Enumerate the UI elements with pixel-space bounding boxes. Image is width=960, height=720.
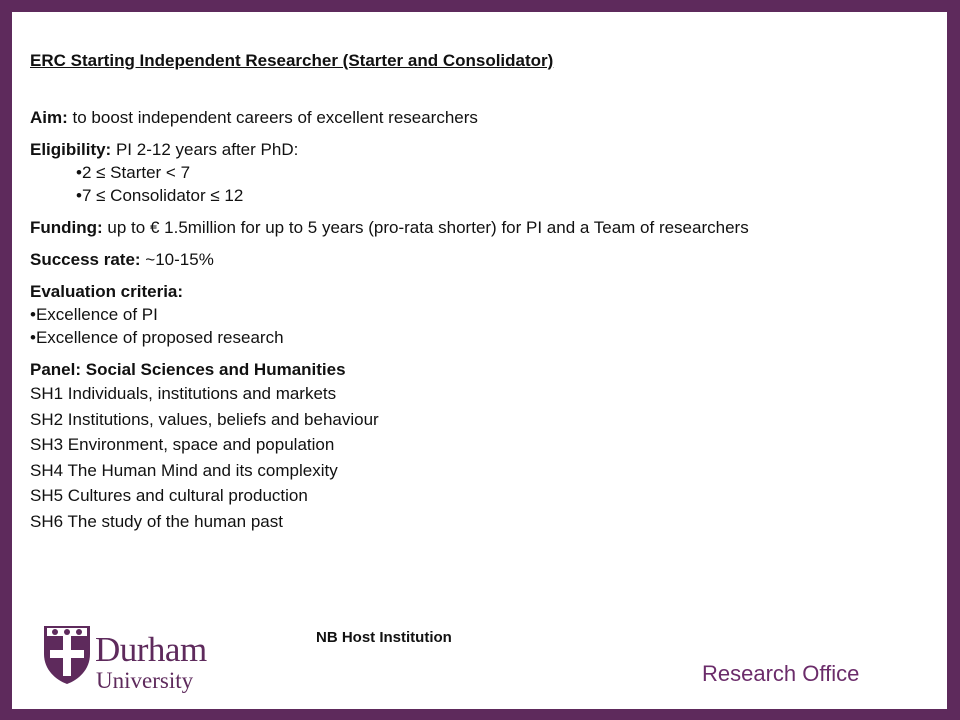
aim-text: to boost independent careers of excellent researchers xyxy=(67,108,478,127)
aim-line xyxy=(30,106,930,129)
panel-label: Panel: Social Sciences and Humanities xyxy=(30,360,346,379)
nb-host-institution: NB Host Institution xyxy=(316,629,452,646)
research-office-label: Research Office xyxy=(702,661,860,686)
success-rate-line xyxy=(30,248,930,271)
panel-item-sh1: SH1 Individuals, institutions and markets xyxy=(30,384,337,403)
panel-item-sh3: SH3 Environment, space and population xyxy=(30,435,335,454)
evaluation-label: Evaluation criteria: xyxy=(30,282,184,301)
panel-item-sh5: SH5 Cultures and cultural production xyxy=(30,486,308,505)
slide-content xyxy=(30,50,930,534)
funding-line xyxy=(30,216,930,239)
funding-text: up to € 1.5million for up to 5 years (pro-rata shorter) for PI and a Team of researchers xyxy=(102,218,749,237)
panel-item-sh2: SH2 Institutions, values, beliefs and behaviour xyxy=(30,409,379,429)
eligibility-line xyxy=(30,138,930,161)
durham-crest-icon xyxy=(42,624,92,686)
durham-university-logo xyxy=(42,618,232,698)
aim-label: Aim: xyxy=(30,108,68,127)
eligibility-item-starter: •2 ≤ Starter < 7 xyxy=(76,163,191,182)
logo-name: Durham xyxy=(95,630,207,669)
eligibility-label: Eligibility: xyxy=(30,140,112,159)
eligibility-item-consolidator: •7 ≤ Consolidator ≤ 12 xyxy=(76,186,244,205)
eligibility-text: PI 2-12 years after PhD: xyxy=(111,140,299,159)
logo-university: University xyxy=(96,668,194,693)
evaluation-item: •Excellence of proposed research xyxy=(30,328,284,347)
funding-label: Funding: xyxy=(30,218,103,237)
evaluation-item: •Excellence of PI xyxy=(30,305,158,324)
panel-item-sh6: SH6 The study of the human past xyxy=(30,511,283,531)
slide-title: ERC Starting Independent Researcher (Starter and Consolidator) xyxy=(30,51,554,70)
panel-item-sh4: SH4 The Human Mind and its complexity xyxy=(30,460,338,480)
success-rate-label: Success rate: xyxy=(30,250,141,269)
slide xyxy=(12,12,947,709)
success-rate-text: ~10-15% xyxy=(140,250,214,269)
